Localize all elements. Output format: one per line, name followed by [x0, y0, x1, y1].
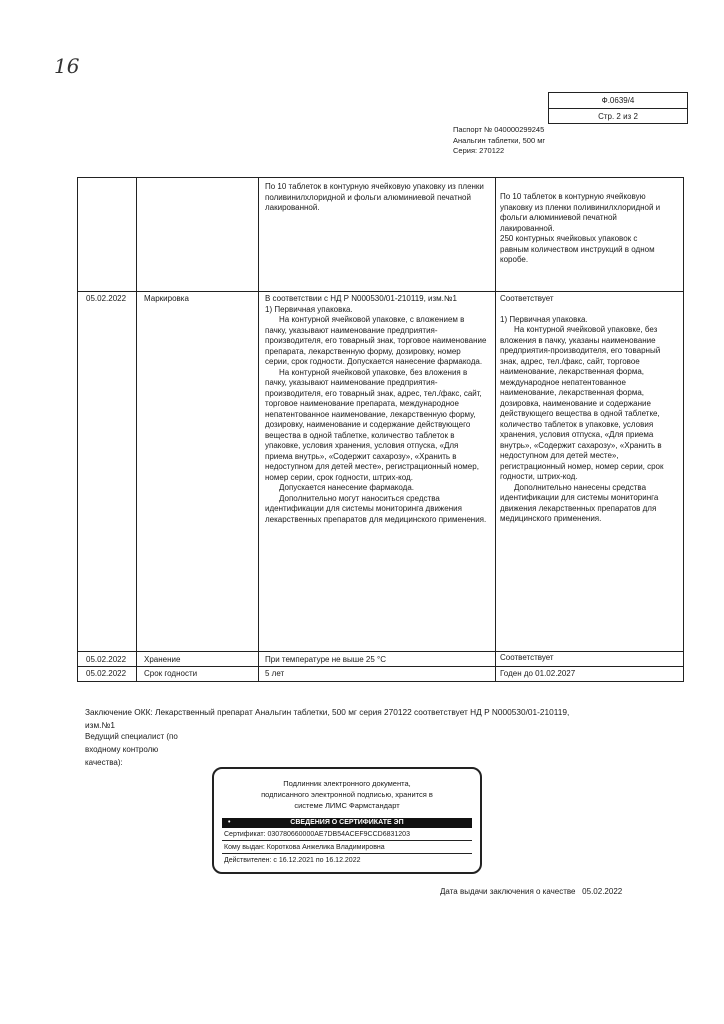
row1-requirement: По 10 таблеток в контурную ячейковую упаковку из пленки поливинилхлоридной и фольги алюминиевой печатной лакированной.: [265, 182, 484, 212]
form-code-box: [548, 92, 688, 124]
row4-requirement: 5 лет: [265, 669, 285, 678]
conclusion: Заключение ОКК: Лекарственный препарат Анальгин таблетки, 500 мг серия 270122 соответствует НД Р N000530/01-210119, изм.№1: [85, 707, 570, 730]
row1-result: По 10 таблеток в контурную ячейковую упаковку из пленки поливинилхлоридной и фольги алюминиевой печатной лакированной. 250 контурных ячейковых упаковок с равным количеством инструкций в одном коробе.: [500, 192, 661, 264]
row2-date: 05.02.2022: [86, 294, 127, 303]
form-code: Ф.0639/4: [549, 93, 687, 109]
row3-name: Хранение: [144, 655, 181, 664]
stamp-valid-period: Действителен: с 16.12.2021 по 16.12.2022: [224, 857, 361, 864]
passport-number: Паспорт № 040000299245: [453, 125, 545, 134]
page-counter: Стр. 2 из 2: [598, 112, 638, 121]
row2-name: Маркировка: [144, 294, 189, 303]
row3-requirement: При температуре не выше 25 °С: [265, 655, 386, 664]
row4-date: 05.02.2022: [86, 669, 127, 678]
lead-specialist-label: Ведущий специалист (по входному контролю качества):: [85, 732, 178, 767]
row3-date: 05.02.2022: [86, 655, 127, 664]
electronic-signature-stamp: [212, 767, 482, 874]
row4-result: Годен до 01.02.2027: [500, 669, 576, 678]
stamp-issued-to: Кому выдан: Короткова Анжелика Владимировна: [224, 844, 385, 851]
row3-result: Соответствует: [500, 653, 554, 662]
product-name: Анальгин таблетки, 500 мг: [453, 135, 546, 145]
stamp-certificate-id: Сертификат: 030780660000AE7DB54ACEF9CCD6831203: [224, 831, 410, 838]
stamp-certificate-header: • СВЕДЕНИЯ О СЕРТИФИКАТЕ ЭП: [222, 818, 472, 828]
issue-date: Дата выдачи заключения о качестве 05.02.2022: [440, 887, 623, 896]
row2-requirement: В соответствии с НД Р N000530/01-210119, изм.№1 1) Первичная упаковка. На контурной ячейковой упаковке, с вложением в пачку, указывают наименование предприятия-производителя, его товарный знак, торговое наименование препарата, лекарственную форму, дозировку, номер серии, срок годности. Допускается нанесение фармакода. На контурной ячейковой упаковке, без вложения в пачку, указывают наименование предприятия-производителя, его товарный знак, адрес, тел./факс, сайт, торговое наименование препарата, международное непатентованное наименование, лекарственную форму, дозировку, наименование и содержание действующего вещества в одной таблетке, количество таблеток в упаковке, условия хранения, условия отпуска, «Для приема внутрь», «Содержит сахарозу», «Хранить в недоступном для детей месте», регистрационный номер, номер серии, срок годности, штрих-код. Допускается нанесение фармакода. Дополнительно могут наноситься средства идентификации для системы мониторинга движения лекарственных препаратов для медицинского применения.: [265, 294, 487, 524]
row2-result: Соответствует 1) Первичная упаковка. На контурной ячейковой упаковке, без вложения в пачку, указаны наименование предприятия-производителя, его товарный знак, адрес, тел./факс, сайт, торговое наименование, лекарственная форма, международное непатентованное наименование, лекарственная форма, дозировка, наименование и содержание действующего вещества в одной таблетке, количество таблеток в упаковке, условия хранения, условия отпуска, «Для приема внутрь», «Содержит сахарозу», «Хранить в недоступном для детей месте», регистрационный номер, номер серии, срок годности, штрих-код. Дополнительно нанесены средства идентификации для системы мониторинга движения лекарственных препаратов для медицинского применения.: [500, 294, 664, 523]
batch-number: Серия: 270122: [453, 146, 505, 155]
quality-table: [77, 177, 684, 682]
row4-name: Срок годности: [144, 669, 198, 678]
stamp-text: Подлинник электронного документа, подписанного электронной подписью, хранится в системе ЛИМС Фармстандарт: [261, 779, 433, 810]
passport-header: [453, 125, 545, 157]
handwritten-page-number: 16: [54, 54, 80, 78]
